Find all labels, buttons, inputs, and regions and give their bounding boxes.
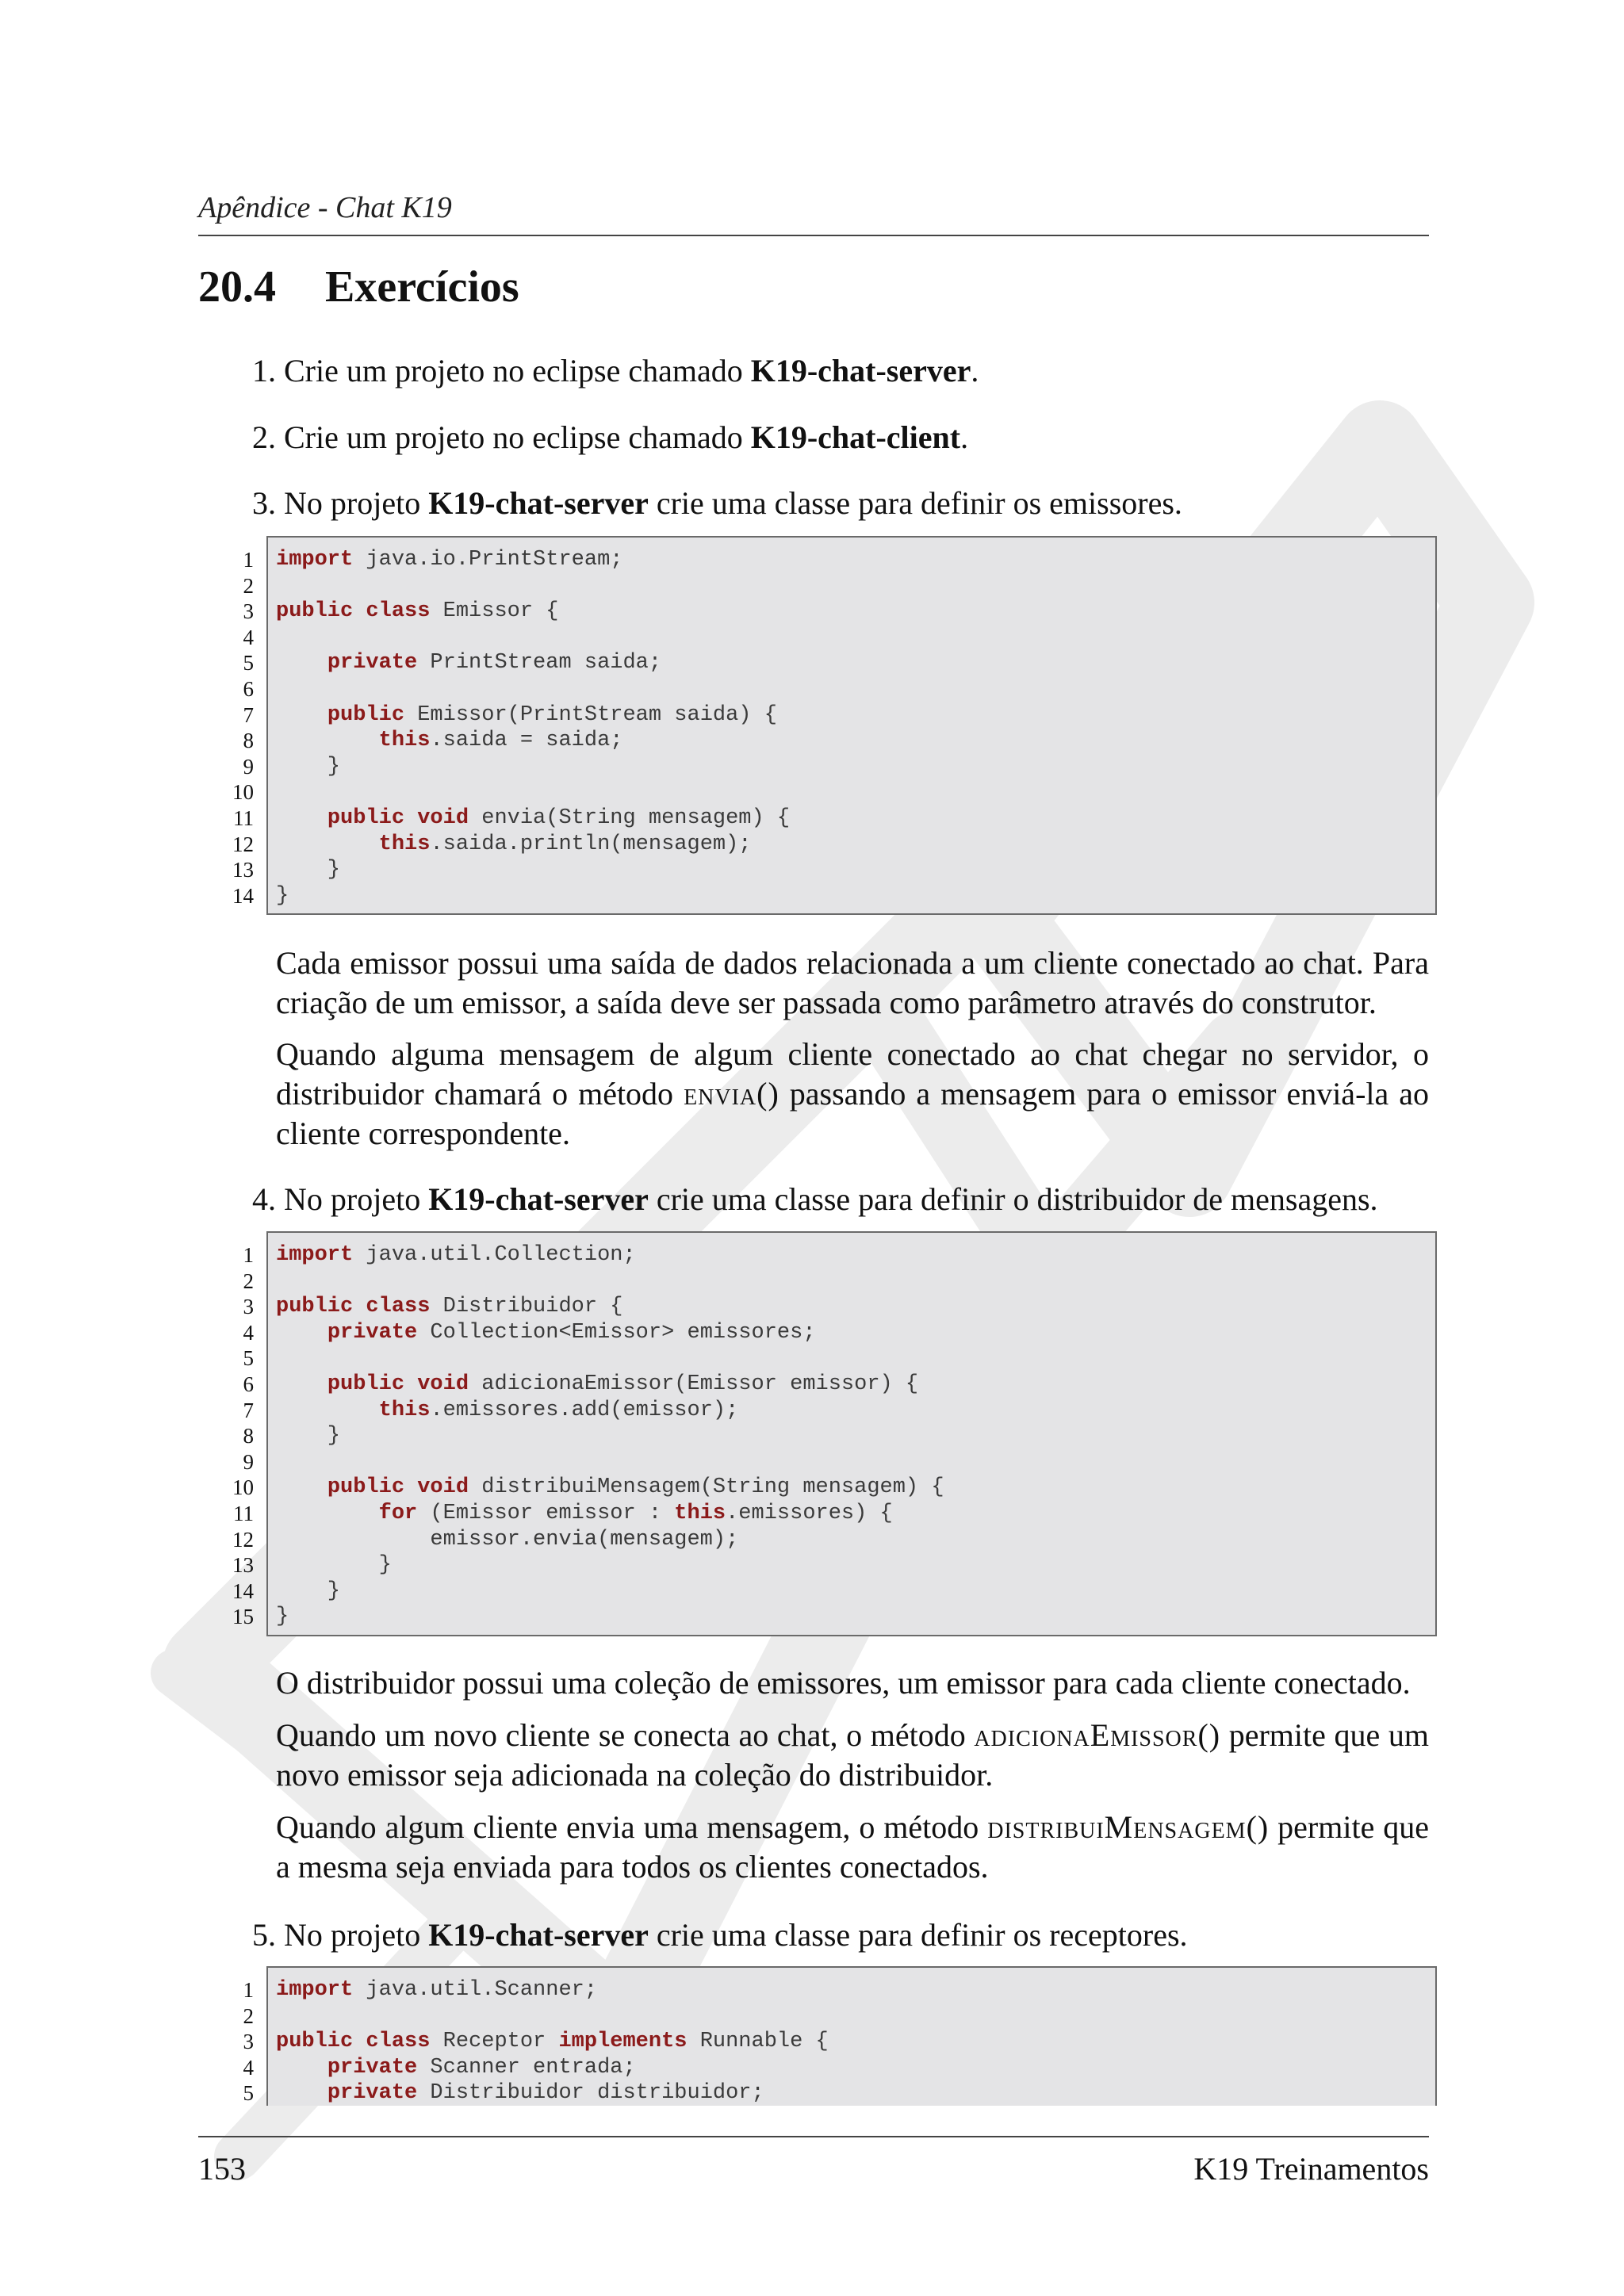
code-keyword: private bbox=[327, 2055, 418, 2080]
code-line bbox=[276, 702, 1435, 729]
list-marker: 3. bbox=[252, 485, 276, 521]
code-text: adicionaEmissor(Emissor emissor) { bbox=[469, 1372, 919, 1396]
line-number: 13 bbox=[232, 1553, 254, 1578]
code-text: java.util.Collection; bbox=[353, 1243, 636, 1267]
item-text: crie uma classe para definir os emissores. bbox=[648, 485, 1182, 521]
code-text bbox=[353, 599, 366, 623]
code-text: } bbox=[276, 1578, 341, 1603]
code-text bbox=[276, 1399, 379, 1422]
list-item bbox=[235, 351, 1432, 391]
code-text: } bbox=[276, 754, 341, 779]
code-text: envia(String mensagem) { bbox=[469, 806, 791, 830]
code-text: distribuiMensagem(String mensagem) { bbox=[469, 1475, 944, 1500]
code-text: Distribuidor distribuidor; bbox=[417, 2081, 764, 2106]
code-text: } bbox=[276, 1605, 289, 1629]
item-text: Crie um projeto no eclipse chamado bbox=[284, 353, 751, 388]
code-line bbox=[276, 857, 1435, 883]
code-text: Emissor { bbox=[430, 599, 559, 624]
code-text: Emissor(PrintStream saida) { bbox=[404, 702, 777, 727]
code-text: } bbox=[276, 1553, 392, 1578]
line-numbers bbox=[214, 1242, 254, 1630]
code-keyword: public bbox=[276, 1295, 354, 1319]
code-line bbox=[276, 1372, 1435, 1398]
code-keyword: implements bbox=[558, 2030, 688, 2054]
footer-publisher: K19 Treinamentos bbox=[1193, 2151, 1429, 2187]
code-line bbox=[276, 1527, 1435, 1553]
project-name: K19-chat-server bbox=[428, 1917, 649, 1953]
code-line bbox=[276, 1604, 1435, 1630]
paragraph bbox=[276, 1716, 1429, 1795]
project-name: K19-chat-server bbox=[428, 1181, 649, 1217]
running-header: Apêndice - Chat K19 bbox=[198, 191, 452, 224]
paragraph bbox=[276, 1035, 1429, 1154]
paragraph-text: permite que a mesma seja enviada para todos os clientes conectados. bbox=[276, 1809, 1430, 1885]
line-numbers bbox=[214, 547, 254, 909]
line-number: 9 bbox=[243, 754, 254, 779]
item-text: crie uma classe para definir os receptores. bbox=[648, 1917, 1188, 1953]
code-box bbox=[266, 536, 1437, 915]
line-number: 1 bbox=[243, 548, 254, 572]
code-keyword: public bbox=[327, 1475, 405, 1500]
line-number: 5 bbox=[243, 2081, 254, 2106]
code-line bbox=[276, 1320, 1435, 1346]
line-number: 10 bbox=[232, 780, 254, 805]
line-number: 6 bbox=[243, 1372, 254, 1396]
line-number: 13 bbox=[232, 858, 254, 882]
code-text: Collection<Emissor> emissores; bbox=[417, 1320, 816, 1345]
code-keyword: import bbox=[276, 1243, 354, 1267]
line-number: 4 bbox=[243, 625, 254, 649]
code-line bbox=[276, 599, 1435, 625]
line-number: 4 bbox=[243, 1320, 254, 1345]
item-text: Crie um projeto no eclipse chamado bbox=[284, 419, 751, 455]
code-line bbox=[276, 1423, 1435, 1449]
code-keyword: private bbox=[327, 2081, 418, 2106]
line-number: 11 bbox=[233, 1501, 254, 1525]
code-text: java.util.Scanner; bbox=[353, 1978, 598, 2002]
line-number: 6 bbox=[243, 676, 254, 701]
code-keyword: import bbox=[276, 1978, 354, 2002]
code-keyword: class bbox=[366, 2030, 431, 2054]
code-line bbox=[276, 2055, 1435, 2081]
code-text: Distribuidor { bbox=[430, 1295, 623, 1319]
section-number: 20.4 bbox=[198, 262, 276, 312]
item-text: . bbox=[971, 353, 979, 388]
code-line bbox=[276, 625, 1435, 651]
code-keyword: class bbox=[366, 1295, 431, 1319]
code-text: Scanner entrada; bbox=[417, 2055, 636, 2080]
line-number: 3 bbox=[243, 599, 254, 624]
line-number: 11 bbox=[233, 806, 254, 830]
code-text: Receptor bbox=[430, 2030, 559, 2054]
code-keyword: for bbox=[378, 1501, 418, 1525]
line-number: 8 bbox=[243, 729, 254, 753]
line-number: 3 bbox=[243, 1295, 254, 1319]
line-number: 4 bbox=[243, 2055, 254, 2080]
paragraph-text: Quando algum cliente envia uma mensagem, o método bbox=[276, 1809, 988, 1845]
paragraph-text: Quando alguma mensagem de algum cliente conectado ao chat chegar no servidor, o distribuidor chamará o método bbox=[276, 1036, 1429, 1112]
code-text: } bbox=[276, 883, 289, 908]
code-line bbox=[276, 1294, 1435, 1320]
footer-rule bbox=[198, 2136, 1429, 2137]
code-box bbox=[266, 1231, 1437, 1636]
code-line bbox=[276, 2003, 1435, 2030]
paragraph-text: permite que um novo emissor seja adicionada na coleção do distribuidor. bbox=[276, 1717, 1429, 1793]
list-item bbox=[235, 484, 1432, 523]
code-keyword: void bbox=[417, 1372, 469, 1396]
code-keyword: this bbox=[378, 729, 431, 753]
code-line bbox=[276, 1977, 1435, 2003]
line-number: 9 bbox=[243, 1449, 254, 1474]
line-number: 15 bbox=[232, 1605, 254, 1629]
project-name: K19-chat-server bbox=[750, 353, 971, 388]
code-text: } bbox=[276, 1424, 341, 1448]
code-line bbox=[276, 2080, 1435, 2107]
code-text bbox=[353, 2030, 366, 2053]
list-item bbox=[235, 418, 1432, 457]
line-number: 2 bbox=[243, 1269, 254, 1293]
code-text bbox=[276, 2056, 327, 2080]
code-text bbox=[404, 1475, 417, 1499]
item-text: No projeto bbox=[284, 1181, 429, 1217]
line-number: 7 bbox=[243, 702, 254, 727]
code-text bbox=[404, 1372, 417, 1396]
list-marker: 1. bbox=[252, 353, 276, 388]
code-line bbox=[276, 573, 1435, 599]
line-number: 10 bbox=[232, 1475, 254, 1500]
item-text: crie uma classe para definir o distribuidor de mensagens. bbox=[648, 1181, 1378, 1217]
code-text bbox=[276, 1502, 379, 1525]
code-text bbox=[276, 703, 327, 727]
item-text: No projeto bbox=[284, 485, 429, 521]
project-name: K19-chat-client bbox=[750, 419, 961, 455]
code-text bbox=[276, 2081, 327, 2105]
code-keyword: public bbox=[276, 2030, 354, 2054]
line-number: 3 bbox=[243, 2030, 254, 2054]
line-number: 5 bbox=[243, 1346, 254, 1371]
code-line bbox=[276, 1552, 1435, 1578]
line-number: 14 bbox=[232, 883, 254, 908]
code-text bbox=[276, 1321, 327, 1345]
code-keyword: void bbox=[417, 1475, 469, 1500]
code-keyword: public bbox=[327, 702, 405, 727]
code-text: .saida.println(mensagem); bbox=[430, 832, 752, 856]
code-line bbox=[276, 1501, 1435, 1527]
code-line bbox=[276, 1398, 1435, 1424]
item-text: . bbox=[960, 419, 969, 455]
code-line bbox=[276, 779, 1435, 806]
line-number: 5 bbox=[243, 651, 254, 675]
code-line bbox=[276, 1449, 1435, 1475]
code-line bbox=[276, 806, 1435, 832]
item-text: No projeto bbox=[284, 1917, 429, 1953]
code-line bbox=[276, 547, 1435, 573]
code-keyword: this bbox=[674, 1501, 726, 1525]
code-keyword: import bbox=[276, 548, 354, 572]
code-line bbox=[276, 1345, 1435, 1372]
code-text bbox=[276, 651, 327, 675]
code-line bbox=[276, 728, 1435, 754]
code-line bbox=[276, 1475, 1435, 1501]
list-item bbox=[235, 1915, 1432, 1955]
code-line bbox=[276, 676, 1435, 702]
header-rule bbox=[198, 235, 1429, 236]
paragraph: O distribuidor possui uma coleção de emissores, um emissor para cada cliente conectado. bbox=[276, 1665, 1411, 1701]
code-line bbox=[276, 650, 1435, 676]
list-marker: 2. bbox=[252, 419, 276, 455]
code-text: PrintStream saida; bbox=[417, 651, 662, 675]
code-text: .emissores) { bbox=[726, 1501, 893, 1525]
list-item bbox=[235, 1180, 1432, 1219]
line-number: 2 bbox=[243, 573, 254, 598]
line-numbers bbox=[214, 1977, 254, 2107]
code-line bbox=[276, 883, 1435, 909]
code-keyword: void bbox=[417, 806, 469, 830]
paragraph: Cada emissor possui uma saída de dados relacionada a um cliente conectado ao chat. Para criação de um emissor, a saída deve ser passada como parâmetro através do construtor. bbox=[276, 945, 1429, 1020]
code-keyword: public bbox=[327, 806, 405, 830]
paragraph-text: passando a mensagem para o emissor enviá-la ao cliente correspondente. bbox=[276, 1076, 1429, 1151]
code-line bbox=[276, 832, 1435, 858]
code-text: .emissores.add(emissor); bbox=[430, 1398, 739, 1422]
line-number: 1 bbox=[243, 1978, 254, 2002]
code-keyword: this bbox=[378, 832, 431, 856]
code-text bbox=[276, 729, 379, 752]
line-number: 8 bbox=[243, 1424, 254, 1448]
method-name: envia() bbox=[684, 1076, 779, 1112]
project-name: K19-chat-server bbox=[428, 485, 649, 521]
line-number: 7 bbox=[243, 1398, 254, 1422]
paragraph-text: Quando um novo cliente se conecta ao chat, o método bbox=[276, 1717, 975, 1753]
code-line bbox=[276, 1242, 1435, 1269]
section-heading bbox=[198, 262, 519, 312]
code-box bbox=[266, 1966, 1437, 2106]
method-name: distribuiMensagem() bbox=[987, 1809, 1270, 1845]
code-keyword: public bbox=[276, 599, 354, 624]
code-line bbox=[276, 2029, 1435, 2055]
code-text bbox=[276, 832, 379, 856]
line-number: 1 bbox=[243, 1243, 254, 1267]
code-text: } bbox=[276, 858, 341, 882]
code-text: .saida = saida; bbox=[430, 729, 623, 753]
line-number: 2 bbox=[243, 2003, 254, 2028]
code-keyword: private bbox=[327, 1320, 418, 1345]
paragraph bbox=[276, 1808, 1429, 1887]
line-number: 12 bbox=[232, 1527, 254, 1552]
code-text bbox=[404, 806, 417, 830]
code-text bbox=[276, 806, 327, 830]
line-number: 12 bbox=[232, 832, 254, 856]
code-text: Runnable { bbox=[687, 2030, 829, 2054]
code-text bbox=[276, 1475, 327, 1499]
code-line bbox=[276, 1269, 1435, 1295]
method-name: adicionaEmissor() bbox=[974, 1717, 1221, 1753]
code-text bbox=[353, 1295, 366, 1318]
code-line bbox=[276, 754, 1435, 780]
list-marker: 4. bbox=[252, 1181, 276, 1217]
code-text bbox=[276, 1372, 327, 1396]
code-text: java.io.PrintStream; bbox=[353, 548, 623, 572]
code-line bbox=[276, 1578, 1435, 1605]
code-text: emissor.envia(mensagem); bbox=[276, 1527, 739, 1552]
code-keyword: public bbox=[327, 1372, 405, 1396]
page-number: 153 bbox=[198, 2151, 246, 2187]
list-marker: 5. bbox=[252, 1917, 276, 1953]
section-title: Exercícios bbox=[325, 262, 519, 312]
code-keyword: class bbox=[366, 599, 431, 624]
code-keyword: this bbox=[378, 1398, 431, 1422]
code-keyword: private bbox=[327, 651, 418, 675]
line-number: 14 bbox=[232, 1578, 254, 1603]
code-text: (Emissor emissor : bbox=[417, 1501, 675, 1525]
